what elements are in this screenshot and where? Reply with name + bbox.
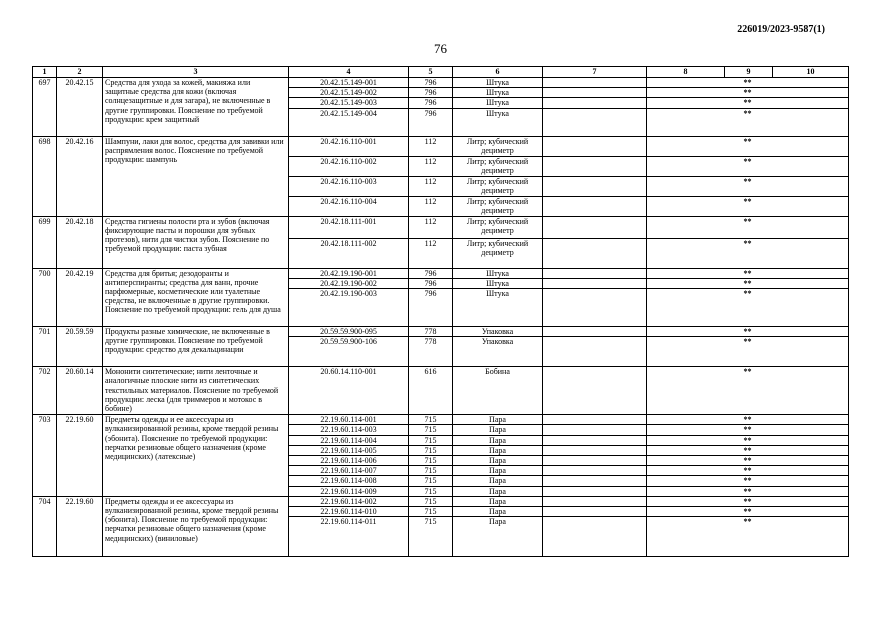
- col-7-cell: [543, 156, 647, 176]
- ktru-code: 20.42.15.149-001: [289, 78, 409, 88]
- ktru-code: 20.42.19.190-003: [289, 289, 409, 327]
- item-description: Средства для ухода за кожей, макияжа или защитные средства для кожи (включая солнцезащитные и для загара), не включенные в другие группировки. Пояснение по требуемой продукции: крем защитный: [103, 78, 289, 137]
- unit-name: Штука: [453, 289, 543, 327]
- item-description: Продукты разные химические, не включенные в другие группировки. Пояснение по требуемой продукции: средство для декальцинации: [103, 327, 289, 367]
- unit-name: Пара: [453, 486, 543, 496]
- unit-name: Литр; кубический дециметр: [453, 196, 543, 216]
- unit-code: 796: [409, 268, 453, 278]
- unit-name: Литр; кубический дециметр: [453, 216, 543, 238]
- note-mark: **: [647, 496, 849, 506]
- column-header-10: 10: [773, 67, 849, 78]
- col-7-cell: [543, 445, 647, 455]
- okpd-code: 20.42.15: [57, 78, 103, 137]
- table-row: [33, 136, 849, 156]
- unit-name: Штука: [453, 88, 543, 98]
- item-number: 700: [33, 268, 57, 326]
- unit-name: Литр; кубический дециметр: [453, 156, 543, 176]
- ktru-code: 20.42.15.149-003: [289, 98, 409, 108]
- okpd-code: 20.60.14: [57, 367, 103, 415]
- okpd-code: 20.42.19: [57, 268, 103, 326]
- col-7-cell: [543, 476, 647, 486]
- note-mark: **: [647, 136, 849, 156]
- item-number: 701: [33, 327, 57, 367]
- okpd-code: 22.19.60: [57, 496, 103, 556]
- col-7-cell: [543, 425, 647, 435]
- unit-name: Штука: [453, 278, 543, 288]
- col-7-cell: [543, 78, 647, 88]
- unit-code: 715: [409, 456, 453, 466]
- col-7-cell: [543, 466, 647, 476]
- unit-code: 112: [409, 156, 453, 176]
- ktru-code: 20.42.19.190-002: [289, 278, 409, 288]
- ktru-code: 20.42.16.110-002: [289, 156, 409, 176]
- note-mark: **: [647, 268, 849, 278]
- item-description: Средства гигиены полости рта и зубов (включая фиксирующие пасты и порошки для зубных протезов), нити для чистки зубов. Пояснение по требуемой продукции: паста зубная: [103, 216, 289, 268]
- note-mark: **: [647, 278, 849, 288]
- table-row: [33, 496, 849, 506]
- item-number: 704: [33, 496, 57, 556]
- unit-code: 778: [409, 327, 453, 337]
- item-description: Предметы одежды и ее аксессуары из вулканизированной резины, кроме твердой резины (эбонита). Пояснение по требуемой продукции: перчатки резиновые общего назначения (кроме медицинских) (латексные): [103, 415, 289, 497]
- col-7-cell: [543, 196, 647, 216]
- item-description: Мононити синтетические; нити ленточные и аналогичные плоские нити из синтетических текстильных материалов. Пояснение по требуемой продукции: леска (для триммеров и мотокос в бобине): [103, 367, 289, 415]
- document-id: 226019/2023-9587(1): [737, 24, 825, 35]
- unit-code: 715: [409, 435, 453, 445]
- okpd-code: 20.42.16: [57, 136, 103, 216]
- item-number: 698: [33, 136, 57, 216]
- column-header-7: 7: [543, 67, 647, 78]
- header-row: [33, 67, 849, 78]
- note-mark: **: [647, 415, 849, 425]
- unit-name: Пара: [453, 466, 543, 476]
- note-mark: **: [647, 238, 849, 268]
- ktru-code: 22.19.60.114-003: [289, 425, 409, 435]
- page-number: 76: [434, 41, 447, 56]
- unit-name: Пара: [453, 445, 543, 455]
- col-7-cell: [543, 435, 647, 445]
- col-7-cell: [543, 415, 647, 425]
- col-7-cell: [543, 337, 647, 367]
- item-number: 702: [33, 367, 57, 415]
- okpd-code: 20.59.59: [57, 327, 103, 367]
- unit-code: 715: [409, 496, 453, 506]
- unit-name: Штука: [453, 98, 543, 108]
- note-mark: **: [647, 517, 849, 557]
- col-7-cell: [543, 268, 647, 278]
- ktru-code: 22.19.60.114-004: [289, 435, 409, 445]
- note-mark: **: [647, 176, 849, 196]
- unit-name: Упаковка: [453, 337, 543, 367]
- note-mark: **: [647, 327, 849, 337]
- col-7-cell: [543, 496, 647, 506]
- note-mark: **: [647, 507, 849, 517]
- ktru-code: 20.42.16.110-001: [289, 136, 409, 156]
- unit-name: Упаковка: [453, 327, 543, 337]
- unit-name: Пара: [453, 507, 543, 517]
- ktru-code: 20.42.15.149-004: [289, 108, 409, 136]
- unit-name: Пара: [453, 456, 543, 466]
- ktru-code: 20.60.14.110-001: [289, 367, 409, 415]
- note-mark: **: [647, 337, 849, 367]
- ktru-code: 22.19.60.114-001: [289, 415, 409, 425]
- col-7-cell: [543, 507, 647, 517]
- unit-code: 112: [409, 196, 453, 216]
- ktru-code: 22.19.60.114-010: [289, 507, 409, 517]
- unit-code: 715: [409, 445, 453, 455]
- col-7-cell: [543, 136, 647, 156]
- unit-code: 112: [409, 136, 453, 156]
- col-7-cell: [543, 517, 647, 557]
- okpd-code: 20.42.18: [57, 216, 103, 268]
- unit-code: 715: [409, 476, 453, 486]
- note-mark: **: [647, 78, 849, 88]
- unit-name: Пара: [453, 435, 543, 445]
- note-mark: **: [647, 425, 849, 435]
- col-7-cell: [543, 289, 647, 327]
- col-7-cell: [543, 216, 647, 238]
- note-mark: **: [647, 486, 849, 496]
- unit-code: 796: [409, 108, 453, 136]
- unit-name: Литр; кубический дециметр: [453, 238, 543, 268]
- unit-name: Пара: [453, 415, 543, 425]
- unit-code: 796: [409, 278, 453, 288]
- unit-code: 112: [409, 176, 453, 196]
- column-header-9: 9: [725, 67, 773, 78]
- unit-name: Бобина: [453, 367, 543, 415]
- note-mark: **: [647, 98, 849, 108]
- unit-code: 616: [409, 367, 453, 415]
- unit-name: Пара: [453, 476, 543, 486]
- ktru-code: 20.42.19.190-001: [289, 268, 409, 278]
- ktru-code: 22.19.60.114-007: [289, 466, 409, 476]
- note-mark: **: [647, 445, 849, 455]
- note-mark: **: [647, 216, 849, 238]
- table-row: [33, 78, 849, 88]
- ktru-code: 20.42.16.110-004: [289, 196, 409, 216]
- unit-code: 796: [409, 78, 453, 88]
- column-header-2: 2: [57, 67, 103, 78]
- col-7-cell: [543, 456, 647, 466]
- item-description: Средства для бритья; дезодоранты и антиперспиранты; средства для ванн, прочие парфюмерные, косметические или туалетные средства, не включенные в другие группировки. Пояснение по требуемой продукции: гель для душа: [103, 268, 289, 326]
- col-7-cell: [543, 238, 647, 268]
- ktru-code: 20.42.15.149-002: [289, 88, 409, 98]
- column-header-1: 1: [33, 67, 57, 78]
- unit-name: Штука: [453, 108, 543, 136]
- item-number: 703: [33, 415, 57, 497]
- ktru-code: 20.59.59.900-106: [289, 337, 409, 367]
- table-row: [33, 268, 849, 278]
- col-7-cell: [543, 88, 647, 98]
- table-row: [33, 367, 849, 415]
- okpd-code: 22.19.60: [57, 415, 103, 497]
- col-7-cell: [543, 98, 647, 108]
- col-7-cell: [543, 176, 647, 196]
- ktru-code: 20.42.18.111-002: [289, 238, 409, 268]
- note-mark: **: [647, 196, 849, 216]
- ktru-code: 22.19.60.114-006: [289, 456, 409, 466]
- note-mark: **: [647, 156, 849, 176]
- ktru-code: 22.19.60.114-009: [289, 486, 409, 496]
- item-number: 699: [33, 216, 57, 268]
- table-row: [33, 327, 849, 337]
- unit-code: 715: [409, 486, 453, 496]
- col-7-cell: [543, 486, 647, 496]
- unit-name: Пара: [453, 425, 543, 435]
- unit-name: Пара: [453, 517, 543, 557]
- column-header-4: 4: [289, 67, 409, 78]
- column-header-5: 5: [409, 67, 453, 78]
- item-number: 697: [33, 78, 57, 137]
- ktru-code: 22.19.60.114-002: [289, 496, 409, 506]
- unit-name: Пара: [453, 496, 543, 506]
- ktru-code: 20.42.16.110-003: [289, 176, 409, 196]
- unit-code: 715: [409, 507, 453, 517]
- table-body: [33, 78, 849, 557]
- unit-code: 796: [409, 88, 453, 98]
- ktru-code: 22.19.60.114-011: [289, 517, 409, 557]
- unit-code: 715: [409, 517, 453, 557]
- unit-code: 715: [409, 425, 453, 435]
- column-header-3: 3: [103, 67, 289, 78]
- col-7-cell: [543, 278, 647, 288]
- unit-name: Литр; кубический дециметр: [453, 136, 543, 156]
- unit-code: 796: [409, 289, 453, 327]
- item-description: Шампуни, лаки для волос, средства для завивки или распрямления волос. Пояснение по требуемой продукции: шампунь: [103, 136, 289, 216]
- column-header-6: 6: [453, 67, 543, 78]
- unit-code: 112: [409, 216, 453, 238]
- item-description: Предметы одежды и ее аксессуары из вулканизированной резины, кроме твердой резины (эбонита). Пояснение по требуемой продукции: перчатки резиновые общего назначения (кроме медицинских) (виниловые): [103, 496, 289, 556]
- unit-code: 715: [409, 415, 453, 425]
- table-row: [33, 415, 849, 425]
- note-mark: **: [647, 476, 849, 486]
- unit-name: Литр; кубический дециметр: [453, 176, 543, 196]
- note-mark: **: [647, 466, 849, 476]
- ktru-code: 20.42.18.111-001: [289, 216, 409, 238]
- col-7-cell: [543, 367, 647, 415]
- note-mark: **: [647, 456, 849, 466]
- unit-code: 715: [409, 466, 453, 476]
- note-mark: **: [647, 435, 849, 445]
- ktru-code: 22.19.60.114-008: [289, 476, 409, 486]
- table-row: [33, 216, 849, 238]
- note-mark: **: [647, 88, 849, 98]
- unit-name: Штука: [453, 78, 543, 88]
- goods-table: [32, 66, 849, 557]
- column-header-8: 8: [647, 67, 725, 78]
- note-mark: **: [647, 289, 849, 327]
- col-7-cell: [543, 108, 647, 136]
- unit-code: 796: [409, 98, 453, 108]
- col-7-cell: [543, 327, 647, 337]
- note-mark: **: [647, 108, 849, 136]
- ktru-code: 20.59.59.900-095: [289, 327, 409, 337]
- unit-code: 778: [409, 337, 453, 367]
- ktru-code: 22.19.60.114-005: [289, 445, 409, 455]
- note-mark: **: [647, 367, 849, 415]
- unit-code: 112: [409, 238, 453, 268]
- unit-name: Штука: [453, 268, 543, 278]
